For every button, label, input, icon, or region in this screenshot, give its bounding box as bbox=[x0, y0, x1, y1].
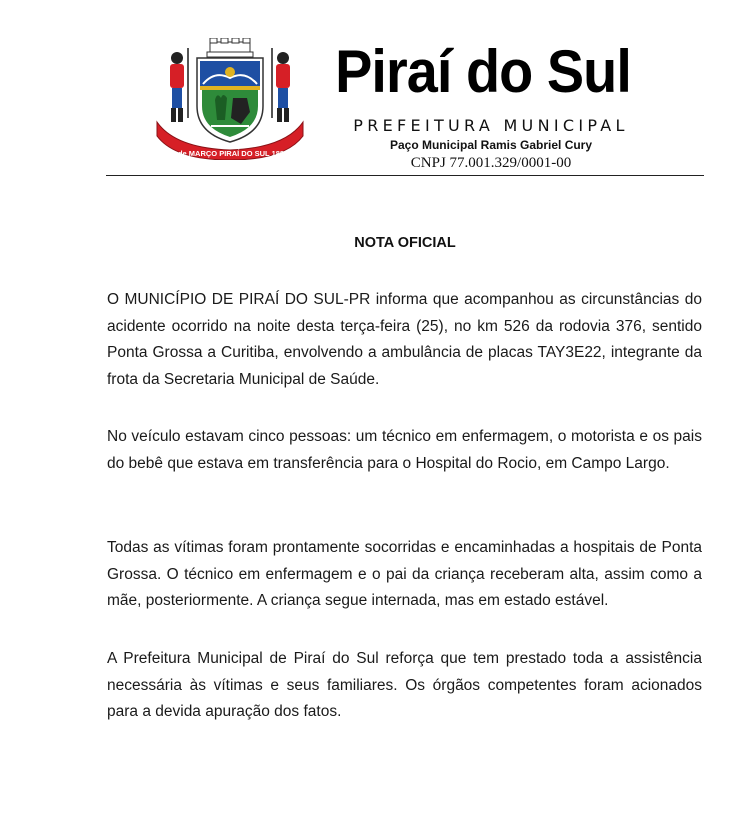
body-paragraph: A Prefeitura Municipal de Piraí do Sul reforça que tem prestado toda a assistência necessária às vítimas e seus familiares. Os órgãos competentes foram acionados para a devida apuração dos fatos. bbox=[107, 650, 702, 720]
department-name: PREFEITURA MUNICIPAL bbox=[353, 116, 629, 135]
shield bbox=[197, 58, 263, 142]
right-soldier-figure bbox=[272, 48, 290, 122]
mural-crown bbox=[207, 38, 253, 57]
document-title: NOTA OFICIAL bbox=[354, 235, 456, 251]
cnpj-number: CNPJ 77.001.329/0001-00 bbox=[410, 155, 572, 171]
body-paragraph: O MUNICÍPIO DE PIRAÍ DO SUL-PR informa que acompanhou as circunstâncias do acidente ocorrido na noite desta terça-feira (25), no km 526 da rodovia 376, sentido Ponta Grossa a Curitiba, envolvendo a ambulância de placas TAY3E22, integrante da frota da Secretaria Municipal de Saúde. bbox=[107, 291, 702, 388]
left-soldier-figure bbox=[170, 48, 188, 122]
city-name-heading: Piraí do Sul bbox=[335, 38, 631, 105]
letterhead-divider bbox=[106, 175, 704, 176]
body-paragraph: No veículo estavam cinco pessoas: um técnico em enfermagem, o motorista e os pais do bebê que estava em transferência para o Hospital do Rocio, em Campo Largo. bbox=[107, 428, 702, 472]
svg-text:3 de MARÇO PIRAÍ DO SUL 1881: 3 de MARÇO PIRAÍ DO SUL 1881 bbox=[171, 149, 289, 158]
municipal-coat-of-arms-logo bbox=[155, 38, 305, 160]
building-name: Paço Municipal Ramis Gabriel Cury bbox=[389, 138, 593, 152]
body-paragraph: Todas as vítimas foram prontamente socorridas e encaminhadas a hospitais de Ponta Grossa. O técnico em enfermagem e o pai da criança receberam alta, assim como a mãe, posteriormente. A criança segue internada, mas em estado estável. bbox=[107, 539, 702, 609]
